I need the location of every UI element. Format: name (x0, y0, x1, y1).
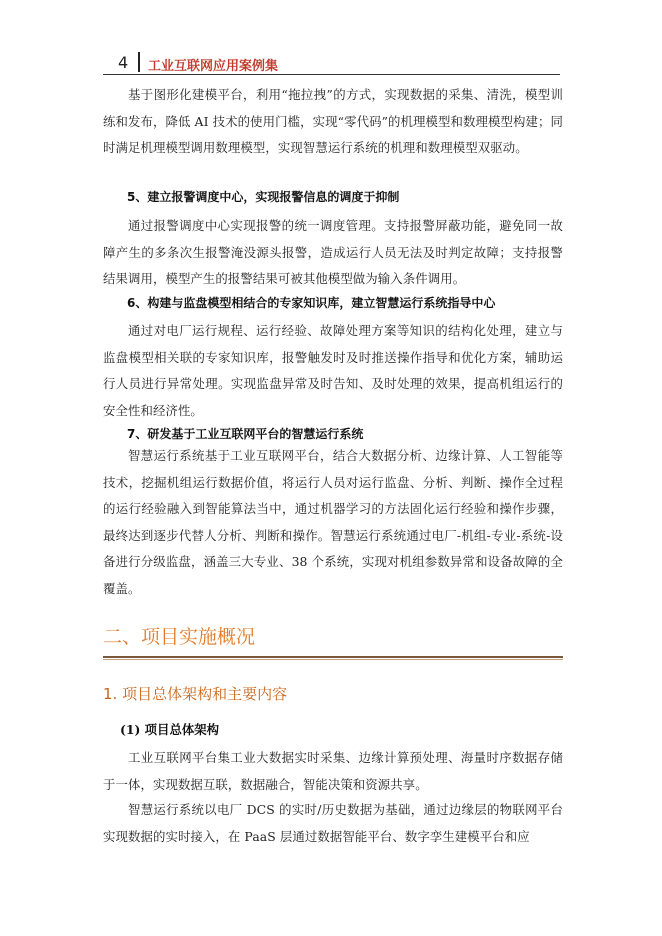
subsection-heading: 1. 项目总体架构和主要内容 (103, 685, 288, 703)
paragraph-4: 智慧运行系统基于工业互联网平台，结合大数据分析、边缘计算、人工智能等技术，挖掘机组运行数据价值，将运行人员对运行监盘、分析、判断、操作全过程的运行经验融入到智能算法当中，通过机器学习的方法固化运行经验和操作步骤，最终达到逐步代替人分析、判断和操作。智慧运行系统通过电厂-机组-专业-系统-设备进行分级监盘，涵盖三大专业、38 个系统，实现对机组参数异常和设备故障的全覆盖。 (103, 448, 563, 596)
page-number: 4 (118, 53, 129, 72)
heading-7: 7、研发基于工业互联网平台的智慧运行系统 (127, 427, 364, 441)
paragraph-3: 通过对电厂运行规程、运行经验、故障处理方案等知识的结构化处理，建立与监盘模型相关联的专家知识库，报警触发时及时推送操作指导和优化方案，辅助运行人员进行异常处理。实现监盘异常及时告知、及时处理的效果，提高机组运行的安全性和经济性。 (103, 323, 563, 418)
section-rule (103, 659, 563, 660)
paragraph-1: 基于图形化建模平台，利用“拖拉拽”的方式，实现数据的采集、清洗，模型训练和发布，降低 AI 技术的使用门槛，实现“零代码”的机理模型和数理模型构建；同时满足机理模型调用数理模型，实现智慧运行系统的机理和数理模型双驱动。 (103, 87, 563, 156)
heading-5: 5、建立报警调度中心，实现报警信息的调度于抑制 (127, 190, 400, 204)
heading-6: 6、构建与监盘模型相结合的专家知识库，建立智慧运行系统指导中心 (127, 296, 496, 310)
paragraph-5: 工业互联网平台集工业大数据实时采集、边缘计算预处理、海量时序数据存储于一体，实现数据互联，数据融合，智能决策和资源共享。 (103, 750, 563, 792)
paragraph-6: 智慧运行系统以电厂 DCS 的实时/历史数据为基础，通过边缘层的物联网平台实现数据的实时接入，在 PaaS 层通过数据智能平台、数字孪生建模平台和应 (103, 802, 563, 844)
header-divider (138, 52, 140, 72)
paragraph-2: 通过报警调度中心实现报警的统一调度管理。支持报警屏蔽功能，避免同一故障产生的多条次生报警淹没源头报警，造成运行人员无法及时判定故障；支持报警结果调用，模型产生的报警结果可被其他模型做为输入条件调用。 (103, 218, 563, 287)
page-header (103, 52, 560, 75)
section-heading: 二、项目实施概况 (103, 622, 563, 658)
header-title: 工业互联网应用案例集 (148, 59, 279, 74)
subsubsection-heading: (1) 项目总体架构 (120, 722, 220, 737)
